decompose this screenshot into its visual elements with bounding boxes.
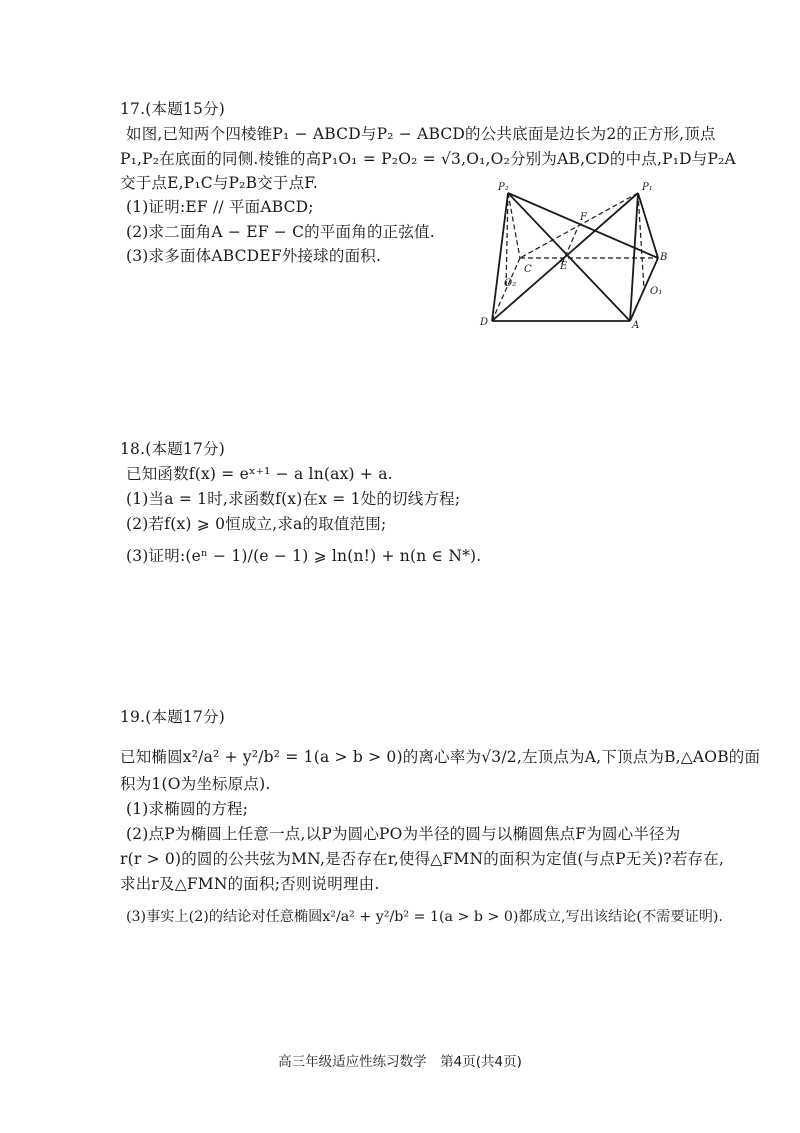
problem-18-question-2: (2)若f(x) ⩾ 0恒成立,求a的取值范围; [126,515,387,533]
label-b: B [660,252,668,263]
label-f: F [580,212,587,223]
problem-17-text-line: 交于点E,P₁C与P₂B交于点F. [120,174,318,192]
label-c: C [524,264,532,275]
problem-17-question-1: (1)证明:EF // 平面ABCD; [126,198,314,216]
label-p2: P₂ [498,182,509,193]
label-p1: P₁ [642,182,653,193]
problem-17-text-line: 如图,已知两个四棱锥P₁ − ABCD与P₂ − ABCD的公共底面是边长为2的正方形,顶点 [126,125,716,143]
problem-17-question-3: (3)求多面体ABCDEF外接球的面积. [126,247,382,265]
problem-18-question-1: (1)当a = 1时,求函数f(x)在x = 1处的切线方程; [126,490,461,508]
problem-17-question-2: (2)求二面角A − EF − C的平面角的正弦值. [126,223,435,241]
problem-19-question-2: (2)点P为椭圆上任意一点,以P为圆心PO为半径的圆与以椭圆焦点F为圆心半径为 [126,825,681,843]
problem-19-question-2-cont: 求出r及△FMN的面积;否则说明理由. [120,875,380,893]
problem-19-question-3: (3)事实上(2)的结论对任意椭圆x²/a² + y²/b² = 1(a > b > 0)都成立,写出该结论(不需要证明). [126,909,723,925]
problem-19-text-line: 积为1(O为坐标原点). [120,775,271,793]
problem-18-intro: 已知函数f(x) = eˣ⁺¹ − a ln(ax) + a. [126,465,393,483]
pyramid-figure [472,178,682,334]
problem-19-question-1: (1)求椭圆的方程; [126,800,249,818]
problem-18-question-3: (3)证明:(eⁿ − 1)/(e − 1) ⩾ ln(n!) + n(n ∈ N*). [126,547,482,565]
page-footer: 高三年级适应性练习数学 第4页(共4页) [278,1054,522,1070]
label-o2: O₂ [504,278,517,289]
label-a: A [632,320,640,331]
problem-18-header: 18.(本题17分) [120,440,225,458]
label-d: D [480,317,489,328]
problem-17-text-line: P₁,P₂在底面的同侧.棱锥的高P₁O₁ = P₂O₂ = √3,O₁,O₂分别为AB,CD的中点,P₁D与P₂A [120,150,736,168]
problem-17-header: 17.(本题15分) [120,100,225,118]
label-e: E [560,261,568,272]
problem-19-text-line: 已知椭圆x²/a² + y²/b² = 1(a > b > 0)的离心率为√3/2,左顶点为A,下顶点为B,△AOB的面 [120,748,761,766]
problem-19-header: 19.(本题17分) [120,708,225,726]
label-o1: O₁ [650,286,663,297]
problem-19-question-2-cont: r(r > 0)的圆的公共弦为MN,是否存在r,使得△FMN的面积为定值(与点P无关)?若存在, [120,850,725,868]
